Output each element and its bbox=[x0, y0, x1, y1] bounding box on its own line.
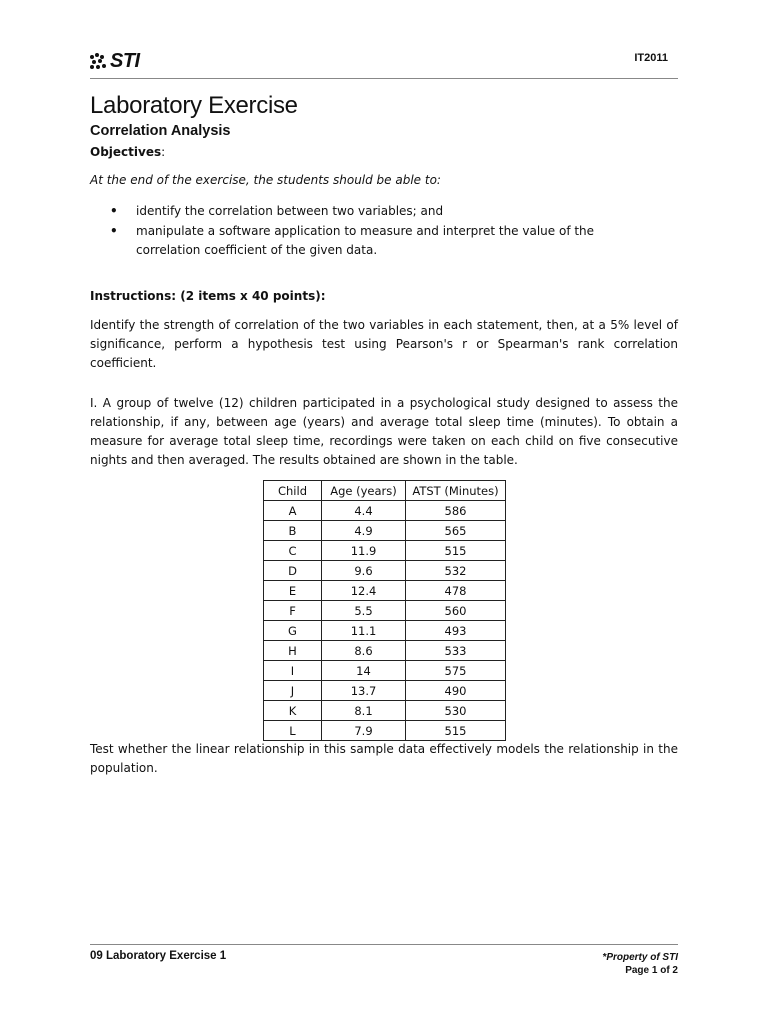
footer-title: 09 Laboratory Exercise 1 bbox=[90, 950, 227, 962]
table-cell: 7.9 bbox=[322, 721, 406, 741]
table-cell: 530 bbox=[406, 701, 506, 721]
table-cell: 4.4 bbox=[322, 501, 406, 521]
table-cell: H bbox=[264, 641, 322, 661]
table-cell: 9.6 bbox=[322, 561, 406, 581]
objectives-intro: At the end of the exercise, the students should be able to: bbox=[90, 173, 441, 187]
list-item: • manipulate a software application to measure and interpret the value of the correlation coefficient of the given data. bbox=[110, 222, 650, 260]
table-cell: L bbox=[264, 721, 322, 741]
test-question: Test whether the linear relationship in this sample data effectively models the relationship in the population. bbox=[90, 742, 678, 775]
table-header-row bbox=[264, 481, 506, 501]
instructions-body: Identify the strength of correlation of the two variables in each statement, then, at a 5% level of significance, perform a hypothesis test using Pearson's r or Spearman's rank correlation coefficient. bbox=[90, 318, 678, 370]
table-cell: 586 bbox=[406, 501, 506, 521]
table-cell: 11.1 bbox=[322, 621, 406, 641]
instructions-heading: Instructions: (2 items x 40 points): bbox=[90, 289, 326, 303]
page-number: Page 1 of 2 bbox=[625, 965, 678, 976]
table-row bbox=[264, 661, 506, 681]
table-cell: 575 bbox=[406, 661, 506, 681]
page-title: Laboratory Exercise bbox=[90, 92, 298, 119]
table-cell: J bbox=[264, 681, 322, 701]
objectives-label: Objectives bbox=[90, 145, 162, 159]
table-cell: 14 bbox=[322, 661, 406, 681]
column-header-age: Age (years) bbox=[322, 481, 406, 501]
table-cell: 533 bbox=[406, 641, 506, 661]
table-cell: 515 bbox=[406, 541, 506, 561]
column-header-child: Child bbox=[264, 481, 322, 501]
table-cell: K bbox=[264, 701, 322, 721]
table-cell: 490 bbox=[406, 681, 506, 701]
header-divider bbox=[90, 78, 678, 79]
property-note: *Property of STI bbox=[602, 952, 678, 963]
table-cell: B bbox=[264, 521, 322, 541]
table-cell: 515 bbox=[406, 721, 506, 741]
table-cell: 11.9 bbox=[322, 541, 406, 561]
table-cell: 565 bbox=[406, 521, 506, 541]
table-row bbox=[264, 701, 506, 721]
objectives-heading bbox=[90, 143, 165, 162]
table-row bbox=[264, 721, 506, 741]
list-item: • identify the correlation between two variables; and bbox=[110, 202, 650, 221]
table-cell: C bbox=[264, 541, 322, 561]
table-row bbox=[264, 501, 506, 521]
table-row bbox=[264, 641, 506, 661]
table-cell: D bbox=[264, 561, 322, 581]
sti-logo bbox=[90, 50, 140, 73]
objectives-colon: : bbox=[161, 145, 166, 159]
column-header-atst: ATST (Minutes) bbox=[406, 481, 506, 501]
problem-statement: I. A group of twelve (12) children participated in a psychological study designed to assess the relationship, if any, between age (years) and average total sleep time (minutes). To obtain a measure for average total sleep time, recordings were taken on each child on five consecutive nights and then averaged. The results obtained are shown in the table. bbox=[90, 396, 678, 467]
logo-text: STI bbox=[110, 50, 140, 72]
course-code: IT2011 bbox=[634, 52, 668, 64]
table-cell: 532 bbox=[406, 561, 506, 581]
table-cell: E bbox=[264, 581, 322, 601]
table-cell: 493 bbox=[406, 621, 506, 641]
table-cell: A bbox=[264, 501, 322, 521]
table-row bbox=[264, 621, 506, 641]
table-row bbox=[264, 681, 506, 701]
page-subtitle: Correlation Analysis bbox=[90, 123, 231, 139]
table-row bbox=[264, 601, 506, 621]
table-cell: G bbox=[264, 621, 322, 641]
footer-divider bbox=[90, 944, 678, 945]
footer-right bbox=[602, 951, 678, 977]
table-row bbox=[264, 561, 506, 581]
objectives-list bbox=[110, 202, 650, 261]
table-cell: 12.4 bbox=[322, 581, 406, 601]
table-row bbox=[264, 521, 506, 541]
table-cell: 8.1 bbox=[322, 701, 406, 721]
table-cell: 8.6 bbox=[322, 641, 406, 661]
table-cell: 478 bbox=[406, 581, 506, 601]
table-body bbox=[264, 501, 506, 741]
table-cell: 4.9 bbox=[322, 521, 406, 541]
table-cell: 5.5 bbox=[322, 601, 406, 621]
table-row bbox=[264, 581, 506, 601]
logo-dots-icon bbox=[90, 53, 108, 71]
data-table bbox=[263, 480, 506, 741]
table-cell: 560 bbox=[406, 601, 506, 621]
table-row bbox=[264, 541, 506, 561]
table-cell: F bbox=[264, 601, 322, 621]
table-cell: 13.7 bbox=[322, 681, 406, 701]
table-cell: I bbox=[264, 661, 322, 681]
